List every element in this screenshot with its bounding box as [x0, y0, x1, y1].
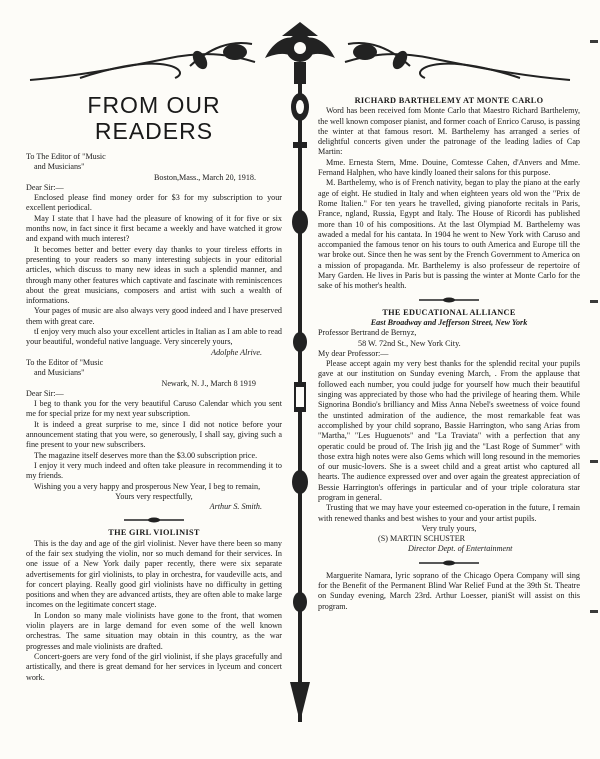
letter1-paragraph: May I state that I have had the pleasure of knowing of it for five or six months now, in fact since it first became a weekly and have watched it grow and expand with much interest? — [26, 213, 282, 244]
namara-notice: Marguerite Namara, lyric soprano of the Chicago Opera Company will sing for the Benefit of the Permanent Blind War Relief Fund at the 39th St. Theatre on Sunday evening, March 23rd. Arthur Loesser, pianiSt will assist on this program. — [318, 570, 580, 611]
scan-edge-mark — [590, 610, 598, 613]
letter2-paragraph: It is indeed a great surprise to me, since I did not notice before your announcement stating that you were, so generously, I shall say, giving such a fine present to your new subscribers. — [26, 419, 282, 450]
alliance-paragraph: Please accept again my very best thanks for the splendid recital your pupils gave at our institution on Sunday evening March, . From the applause that followed each number, you could judge for yourself how much their beautiful singing was appreciated by those who had the privilege of hearing them. While Signorina Bondio's brilliancy and Miss Anna Nebel's sweetness of voice found the unstinted admiration of the audience, the most remarkable feat was accomplished by your child soprano, Bassie Harrington, who sang Arias from "Martha," "Les Huguenots" and "La Traviata" with a perfection that any operatic could be proud of. The Irish jig and the "Last Roge of Summer" with those extra high notes were also Gems which will long resound in the memories of our music-lovers. She is a sweet child and a great artist who captured all hearts. The audience expressed over and over again the greatest appreciation of Bessie Harrington's offerings in particular and of your triple coloratura star program in general. — [318, 359, 580, 502]
letter1-salutation: Dear Sir:— — [26, 182, 64, 192]
section-separator — [419, 297, 479, 303]
letter2-paragraph: Wishing you a very happy and prosperous New Year, I beg to remain, — [34, 481, 261, 491]
letter1-paragraph: It becomes better and better every day thanks to your tireless efforts in presenting to your readers so many interesting subjects in your editorial articles, which discuss to many new ideas in such a splendid manner, and through many other features which captivate and fascinate with reminiscences about the great musicians, composers and artist with such a wealth of informations. — [26, 244, 282, 306]
alliance-paragraph: Trusting that we may have your esteemed co-operation in the future, I remain with renewed thanks and best wishes to your and your artist pupils. — [318, 503, 580, 523]
letter2-salutation: Dear Sir:— — [26, 388, 64, 398]
alliance-title: THE EDUCATIONAL ALLIANCE — [382, 307, 516, 317]
letter1-signature: Adolphe Alrive. — [211, 347, 262, 357]
alliance-closing: Very truly yours, — [421, 523, 477, 533]
letter2-paragraph: I beg to thank you for the very beautiful Caruso Calendar which you sent me for special prize for my next year subscription. — [26, 399, 282, 419]
alliance-signer-title: Director Dept. of Entertainment — [408, 544, 513, 554]
scan-edge-mark — [590, 40, 598, 43]
letter2-signature: Arthur S. Smith. — [209, 502, 262, 512]
violinist-title: THE GIRL VIOLINIST — [108, 528, 200, 538]
letter1-paragraph: Enclosed please find money order for $3 for my subscription to your excellent periodical. — [26, 193, 282, 213]
left-column — [26, 92, 282, 683]
barthelemy-paragraph: Word has been received fom Monte Carlo that Maestro Richard Barthelemy, the well known composer pianist, and former coach of Enrico Caruso, is passing the winter at that famous resort. M. Barthelemy has arranged a series of delightful concerts given under the patronage of the leading ladies of Cap Martin: — [318, 106, 580, 157]
letter1-date: Boston,Mass., March 20, 1918. — [153, 172, 256, 182]
alliance-salutation: My dear Professor:— — [318, 348, 389, 358]
letter2-closing: Yours very respectfully, — [115, 491, 193, 501]
right-column — [318, 96, 580, 612]
violinist-paragraph: Concert-goers are very fond of the girl violinist, if she plays gracefully and artistically, and there is great demand for her services in lyceum and concert work. — [26, 651, 282, 682]
letter2-addressee-2: and Musicians" — [34, 368, 85, 378]
letter2-paragraph: I enjoy it very much indeed and often take pleasure in recommending it to my friends. — [26, 460, 282, 481]
alliance-address: East Broadway and Jefferson Street, New York — [370, 317, 528, 327]
letter2-paragraph: The magazine itself deserves more than the $3.00 subscription price. — [34, 450, 258, 460]
header-ornament — [20, 18, 580, 88]
violinist-paragraph: This is the day and age of the girl violinist. Never have there been so many of the fair sex studying the violin, nor so much demand for their services. In one issue of a New York daily paper recently, there were six separate advertisements for girl violinists, to play in orchestra, for vaudeville acts, and for concert playing. Really good girl violinists have no difficulty in getting positions and when they are advanced artists, they are often able to make large incomes on the legitimate concert stage. — [26, 538, 282, 610]
letter2-date: Newark, N. J., March 8 1919 — [161, 378, 256, 388]
section-separator — [124, 517, 184, 523]
alliance-signer: (S) MARTIN SCHUSTER — [378, 534, 466, 544]
letter1-paragraph: tI enjoy very much also your excellent articles in Italian as I am able to read your beautiful, wondeful native language. Very sincerely yours, — [26, 327, 282, 347]
section-separator — [419, 560, 479, 566]
barthelemy-paragraph: M. Barthelemy, who is of French nativity, began to play the piano at the early age of eight. He studied in Italy and when eighteen years old won the "Prix de Rome Italien." For ten years he travelled, giving pianoforte recitals in Paris, France, ngland, Russia, Egypt and Italy. The House of Ricordi has published more than 10 of his compositions. At the last Olympiad M. Barthelemy was awaded a medal for his cantata. In 1904 he went to New York with Caruso and accompanied the famous tenor on his tours to outh America and Europe till the war broke out. Since then he was sent by the French Government to America on a mission of propaganda. Mr. Barthelemy is also professeur de repertoire of Mary Garden. He lives in Paris but is passing the winter at Monte Carlo for the sake of his mother's health. — [318, 178, 580, 291]
barthelemy-paragraph: Mme. Ernesta Stern, Mme. Douine, Comtesse Cahen, d'Anvers and Mme. Fernand Halphen, who have kindly loaned their salons for this purpose. — [318, 157, 580, 178]
scan-edge-mark — [590, 460, 598, 463]
alliance-street: 58 W. 72nd St., New York City. — [358, 338, 461, 348]
letter1-paragraph: Your pages of music are also always very good indeed and I have preserved them with great care. — [26, 306, 282, 326]
letter1-addressee: To The Editor of "Music — [26, 152, 106, 161]
alliance-addressee: Professor Bertrand de Bernyz, — [318, 328, 417, 338]
column-divider-ornament — [287, 82, 313, 722]
scan-edge-mark — [590, 300, 598, 303]
violinist-paragraph: In London so many male violinists have gone to the front, that women violin players are in large demand for even some of the well known orchestras. The same situation may obtain in this country, as the war progresses and male violinists are drafted. — [26, 610, 282, 651]
letter2-addressee: To the Editor of "Music — [26, 357, 104, 367]
barthelemy-title: RICHARD BARTHELEMY AT MONTE CARLO — [354, 96, 544, 105]
letter1-addressee-2: and Musicians" — [34, 162, 85, 172]
page-title: FROM OUR READERS — [87, 92, 221, 144]
